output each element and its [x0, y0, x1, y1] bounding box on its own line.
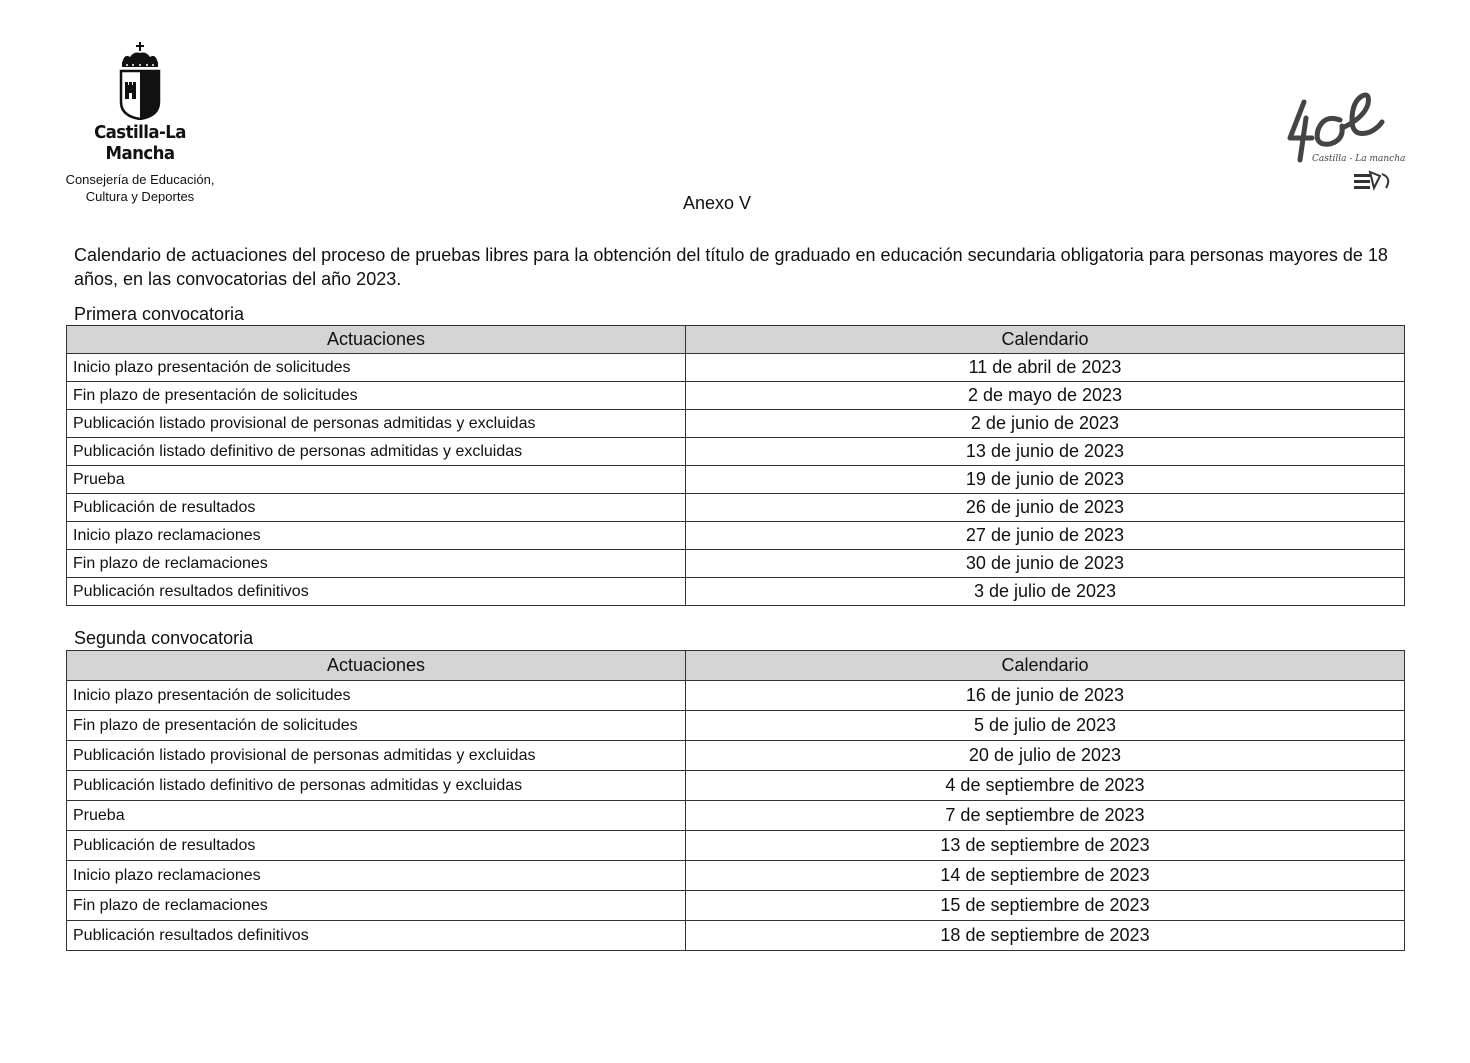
table-row	[67, 578, 1405, 606]
table-row	[67, 382, 1405, 410]
action-cell: Inicio plazo presentación de solicitudes	[67, 354, 686, 382]
action-cell: Fin plazo de presentación de solicitudes	[67, 711, 686, 741]
action-cell: Publicación resultados definitivos	[67, 921, 686, 951]
action-cell: Fin plazo de reclamaciones	[67, 550, 686, 578]
header-actions: Actuaciones	[67, 651, 686, 681]
action-cell: Publicación resultados definitivos	[67, 578, 686, 606]
action-cell: Publicación listado provisional de personas admitidas y excluidas	[67, 410, 686, 438]
date-cell: 4 de septiembre de 2023	[686, 771, 1405, 801]
action-cell: Prueba	[67, 801, 686, 831]
date-cell: 14 de septiembre de 2023	[686, 861, 1405, 891]
department-line-2: Cultura y Deportes	[85, 189, 195, 204]
table-row	[67, 466, 1405, 494]
table-header-row	[67, 651, 1405, 681]
table-header-row	[67, 326, 1405, 354]
header-calendar: Calendario	[686, 326, 1405, 354]
table-row	[67, 522, 1405, 550]
action-cell: Publicación listado provisional de personas admitidas y excluidas	[67, 741, 686, 771]
date-cell: 19 de junio de 2023	[686, 466, 1405, 494]
action-cell: Inicio plazo reclamaciones	[67, 861, 686, 891]
date-cell: 20 de julio de 2023	[686, 741, 1405, 771]
action-cell: Fin plazo de presentación de solicitudes	[67, 382, 686, 410]
action-cell: Publicación listado definitivo de personas admitidas y excluidas	[67, 771, 686, 801]
table-row	[67, 771, 1405, 801]
date-cell: 30 de junio de 2023	[686, 550, 1405, 578]
date-cell: 16 de junio de 2023	[686, 681, 1405, 711]
first-call-title: Primera convocatoria	[74, 304, 245, 324]
header-actions: Actuaciones	[67, 326, 686, 354]
institution-logo	[50, 42, 230, 205]
table-row	[67, 861, 1405, 891]
date-cell: 27 de junio de 2023	[686, 522, 1405, 550]
date-cell: 3 de julio de 2023	[686, 578, 1405, 606]
table-row	[67, 921, 1405, 951]
action-cell: Publicación de resultados	[67, 831, 686, 861]
department-line-1: Consejería de Educación,	[65, 172, 215, 187]
table-row	[67, 801, 1405, 831]
date-cell: 18 de septiembre de 2023	[686, 921, 1405, 951]
table-row	[67, 711, 1405, 741]
date-cell: 13 de junio de 2023	[686, 438, 1405, 466]
action-cell: Fin plazo de reclamaciones	[67, 891, 686, 921]
date-cell: 13 de septiembre de 2023	[686, 831, 1405, 861]
table-row	[67, 494, 1405, 522]
table-row	[67, 438, 1405, 466]
table-row	[67, 891, 1405, 921]
svg-text:Castilla - La mancha: Castilla - La mancha	[1312, 154, 1406, 164]
table-row	[67, 741, 1405, 771]
date-cell: 5 de julio de 2023	[686, 711, 1405, 741]
second-call-title: Segunda convocatoria	[74, 628, 254, 648]
table-row	[67, 681, 1405, 711]
crest-icon	[118, 42, 162, 120]
date-cell: 2 de mayo de 2023	[686, 382, 1405, 410]
date-cell: 2 de junio de 2023	[686, 410, 1405, 438]
action-cell: Publicación de resultados	[67, 494, 686, 522]
action-cell: Inicio plazo reclamaciones	[67, 522, 686, 550]
action-cell: Inicio plazo presentación de solicitudes	[67, 681, 686, 711]
date-cell: 15 de septiembre de 2023	[686, 891, 1405, 921]
brand-name: Castilla-La Mancha	[94, 122, 186, 164]
date-cell: 26 de junio de 2023	[686, 494, 1405, 522]
anniversary-logo	[1282, 88, 1407, 198]
table-row	[67, 410, 1405, 438]
header-calendar: Calendario	[686, 651, 1405, 681]
action-cell: Publicación listado definitivo de personas admitidas y excluidas	[67, 438, 686, 466]
date-cell: 7 de septiembre de 2023	[686, 801, 1405, 831]
table-row	[67, 550, 1405, 578]
first-call-table	[66, 325, 1405, 606]
action-cell: Prueba	[67, 466, 686, 494]
date-cell: 11 de abril de 2023	[686, 354, 1405, 382]
table-row	[67, 831, 1405, 861]
table-row	[67, 354, 1405, 382]
second-call-table	[66, 650, 1405, 951]
annex-title: Anexo V	[682, 193, 752, 213]
intro-paragraph: Calendario de actuaciones del proceso de pruebas libres para la obtención del título de graduado en educación secundaria obligatoria para personas mayores de 18 años, en las convocatorias del año 2023.	[74, 245, 1388, 289]
